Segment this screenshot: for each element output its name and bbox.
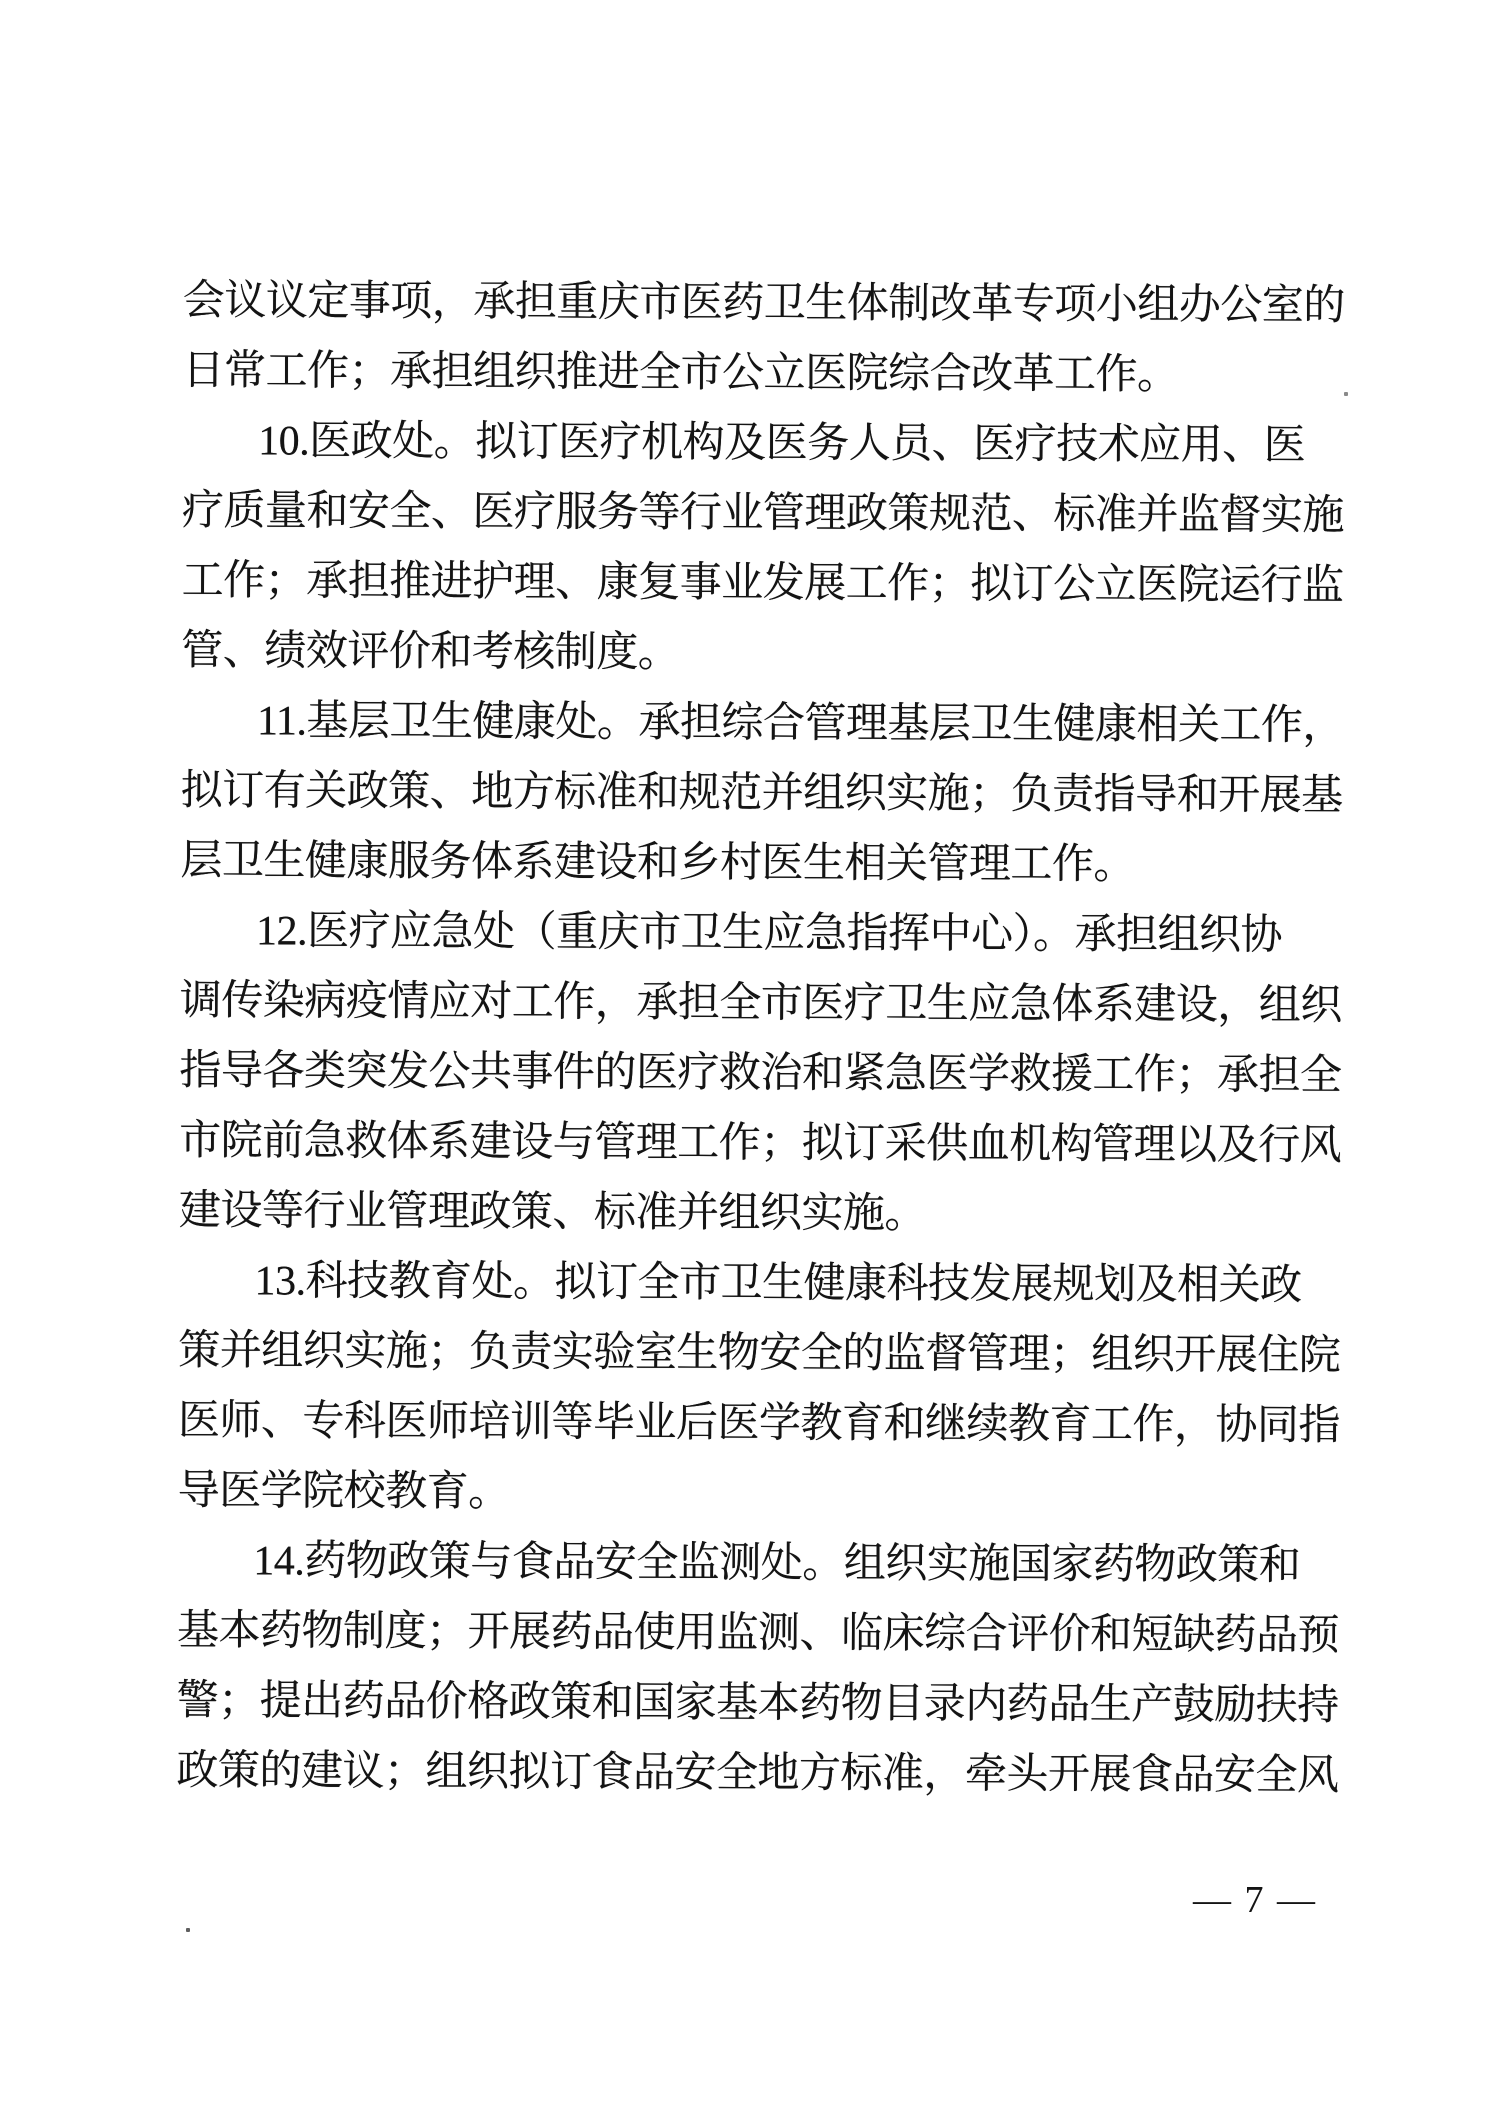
text-line: 警；提出药品价格政策和国家基本药物目录内药品生产鼓励扶持	[176, 1677, 1339, 1730]
text-line: 10.医政处。拟订医疗机构及医务人员、医疗技术应用、医	[258, 418, 1306, 469]
text-line: 11.基层卫生健康处。承担综合管理基层卫生健康相关工作，	[256, 698, 1345, 750]
text-line: 调传染病疫情应对工作，承担全市医疗卫生应急体系建设，组织	[179, 977, 1342, 1030]
scan-artifact-dot	[186, 1928, 190, 1932]
scan-artifact-dot	[1344, 392, 1348, 396]
text-line: 疗质量和安全、医疗服务等行业管理政策规范、标准并监督实施	[181, 487, 1345, 540]
text-line: 拟订有关政策、地方标准和规范并组织实施；负责指导和开展基	[180, 767, 1343, 820]
text-line: 管、绩效评价和考核制度。	[181, 627, 680, 677]
page-number: — 7 —	[1193, 1879, 1317, 1921]
text-line: 基本药物制度；开展药品使用监测、临床综合评价和短缺药品预	[176, 1607, 1340, 1660]
text-line: 层卫生健康服务体系建设和乡村医生相关管理工作。	[180, 837, 1136, 889]
document-body	[176, 266, 1373, 1811]
text-line: 策并组织实施；负责实验室生物安全的监督管理；组织开展住院	[178, 1327, 1341, 1380]
text-line: 工作；承担推进护理、康复事业发展工作；拟订公立医院运行监	[181, 557, 1344, 610]
text-line: 日常工作；承担组织推进全市公立医院综合改革工作。	[182, 347, 1179, 399]
text-line: 会议议定事项，承担重庆市医药卫生体制改革专项小组办公室的	[182, 277, 1345, 330]
text-line: 12.医疗应急处（重庆市卫生应急指挥中心）。承担组织协	[255, 908, 1283, 959]
text-line: 市院前急救体系建设与管理工作；拟订采供血机构管理以及行风	[179, 1117, 1342, 1170]
text-line: 13.科技教育处。拟订全市卫生健康科技发展规划及相关政	[254, 1258, 1302, 1309]
text-line: 指导各类突发公共事件的医疗救治和紧急医学救援工作；承担全	[179, 1047, 1342, 1100]
text-line: 导医学院校教育。	[177, 1467, 510, 1516]
text-line: 政策的建议；组织拟订食品安全地方标准，牵头开展食品安全风	[176, 1747, 1339, 1800]
text-line: 14.药物政策与食品安全监测处。组织实施国家药物政策和	[253, 1538, 1301, 1589]
text-line: 医师、专科医师培训等毕业后医学教育和继续教育工作，协同指	[177, 1397, 1341, 1450]
text-line: 建设等行业管理政策、标准并组织实施。	[178, 1187, 926, 1238]
